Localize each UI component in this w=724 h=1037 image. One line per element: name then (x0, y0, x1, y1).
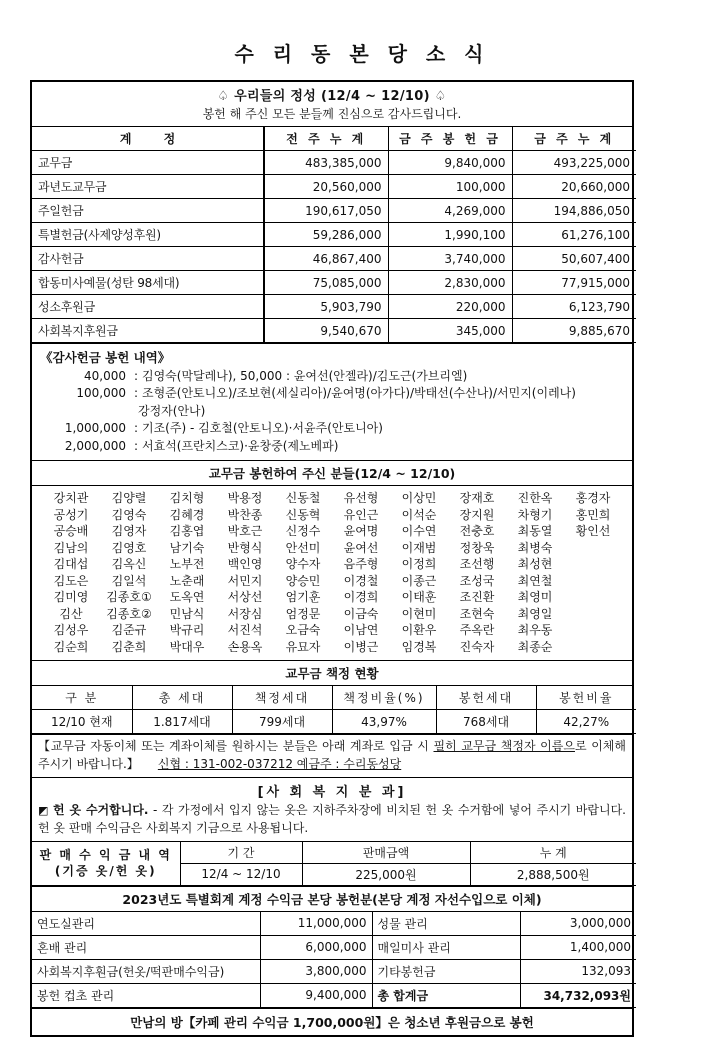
table-row (32, 959, 636, 983)
week-offering: 3,740,000 (388, 247, 512, 271)
sales-table (32, 842, 636, 886)
account-name: 사회복지후원금 (32, 319, 264, 343)
contributor-name: 진숙자 (459, 639, 495, 654)
bank-account-info: 신협 : 131-002-037212 예금주 : 수리동성당 (157, 756, 402, 771)
contributor-name: 서장심 (227, 606, 263, 621)
special-left-label: 사회복지후훤금(헌옷/떡판매수익금) (32, 959, 260, 983)
contributor-name: 이석순 (401, 507, 437, 522)
contributor-name: 도옥연 (169, 590, 205, 605)
col-header-assessed-households: 책정세대 (232, 686, 332, 710)
contributor-name: 이수연 (401, 524, 437, 539)
thanks-donors-continued: 강정자(안나) (138, 403, 206, 418)
special-left-value: 3,800,000 (260, 959, 372, 983)
contributor-name: 김산 (59, 606, 83, 621)
thanks-donors: 기조(주) - 김호철(안토니오)·서윤주(안토니아) (142, 421, 383, 436)
bank-notice-text-a: 【교무금 자동이체 또는 계좌이체를 원하시는 분들은 아래 계좌로 입금 시 (38, 739, 434, 754)
table-row (32, 710, 636, 734)
thanks-detail (32, 344, 632, 460)
thanks-donors: 조형준(안토니오)/조보현(세실리아)/윤여명(아가다)/박태선(수산나)/서민지(이레나) (142, 386, 576, 401)
table-row (32, 223, 636, 247)
contributor-name: 이현미 (401, 606, 437, 621)
contributor-name: 양승민 (285, 573, 321, 588)
contributor-name: 노춘래 (169, 573, 205, 588)
contributor-name: 김치형 (169, 490, 205, 505)
contributor-name: 정창욱 (459, 540, 495, 555)
week-total: 194,886,050 (512, 199, 636, 223)
contributor-name: 신동혁 (285, 507, 321, 522)
week-total: 493,225,000 (512, 151, 636, 175)
sales-label-line1: 판 매 수 익 금 내 역 (39, 848, 172, 863)
contributor-name: 이금숙 (343, 606, 379, 621)
contributor-name: 박찬종 (227, 507, 263, 522)
contributors-row (42, 540, 622, 557)
contributor-name: 신동철 (285, 490, 321, 505)
contributor-name: 김종호② (106, 606, 152, 621)
contributor-name: 조성국 (459, 573, 495, 588)
contributors-row (42, 490, 622, 507)
contributors-row (42, 589, 622, 606)
table-row (32, 295, 636, 319)
contributor-name: 반형식 (227, 540, 263, 555)
contributor-name: 이정희 (401, 557, 437, 572)
offering-table-band (32, 127, 632, 344)
contributor-name: 임경복 (401, 639, 437, 654)
contributor-name: 박용정 (227, 490, 263, 505)
contributor-name: 최종순 (517, 639, 553, 654)
contributor-name: 진한옥 (517, 490, 553, 505)
contributors-caption: 교무금 봉헌하여 주신 분들(12/4 ~ 12/10) (32, 461, 632, 486)
contributor-name: 이경희 (343, 590, 379, 605)
thanks-amount: 100,000 (76, 386, 126, 401)
prev-total: 59,286,000 (264, 223, 388, 247)
contributors-row (42, 523, 622, 540)
contributor-name: 김영자 (111, 524, 147, 539)
special-right-label: 총 합계금 (372, 983, 520, 1007)
offering-table-header-row (32, 127, 636, 151)
thanks-colon: : (133, 438, 139, 453)
sales-table-band (32, 842, 632, 887)
table-row (32, 912, 636, 936)
contributor-name: 김순희 (53, 639, 89, 654)
contributor-name (564, 573, 622, 590)
welfare-band (32, 778, 632, 842)
col-header-total-households: 총 세대 (132, 686, 232, 710)
contributor-name: 김미영 (53, 590, 89, 605)
week-total: 6,123,790 (512, 295, 636, 319)
col-header-account: 계 정 (32, 127, 264, 151)
contributor-name: 서민지 (227, 573, 263, 588)
page-title: 수 리 동 본 당 소 식 (234, 42, 490, 66)
contributors-row (42, 622, 622, 639)
contributor-name: 최연철 (517, 573, 553, 588)
contributor-name: 윤여선 (343, 540, 379, 555)
offering-header (32, 82, 632, 126)
assessment-assessed-households: 799세대 (232, 710, 332, 734)
assessment-table (32, 686, 636, 734)
special-left-value: 9,400,000 (260, 983, 372, 1007)
contributor-name: 이종근 (401, 573, 437, 588)
sales-header-row (32, 842, 636, 864)
contributor-name: 이환우 (401, 623, 437, 638)
sales-label-cell (32, 842, 180, 886)
thanks-amount: 2,000,000 (64, 438, 126, 453)
week-offering: 100,000 (388, 175, 512, 199)
col-header-prev-total: 전 주 누 계 (264, 127, 388, 151)
special-right-value: 132,093 (520, 959, 636, 983)
special-account-caption: 2023년도 특별회계 계정 수익금 본당 봉헌분(본당 계정 자선수입으로 이체) (32, 887, 632, 912)
contributor-name: 이재범 (401, 540, 437, 555)
prev-total: 483,385,000 (264, 151, 388, 175)
contributor-name (564, 639, 622, 656)
contributor-name: 장재호 (459, 490, 495, 505)
offering-table (32, 127, 636, 343)
contributor-name: 조진환 (459, 590, 495, 605)
contributor-name: 박대우 (169, 639, 205, 654)
thanks-detail-heading: 《감사헌금 봉헌 내역》 (40, 350, 171, 365)
welfare-headline: 헌 옷 수거합니다. (52, 803, 149, 818)
week-total: 77,915,000 (512, 271, 636, 295)
contributor-name: 손용옥 (227, 639, 263, 654)
contributors-name-table (42, 490, 622, 655)
contributor-name: 서진석 (227, 623, 263, 638)
contributor-name: 이상민 (401, 490, 437, 505)
list-item (40, 368, 626, 385)
table-row (32, 151, 636, 175)
contributor-name: 황인선 (575, 524, 611, 539)
account-name: 주일헌금 (32, 199, 264, 223)
contributor-name: 유묘자 (285, 639, 321, 654)
account-name: 교무금 (32, 151, 264, 175)
table-row (32, 319, 636, 343)
special-left-label: 혼배 관리 (32, 935, 260, 959)
special-left-value: 6,000,000 (260, 935, 372, 959)
contributor-name: 김도은 (53, 573, 89, 588)
offering-header-band (32, 82, 632, 127)
week-total: 50,607,400 (512, 247, 636, 271)
contributor-name: 서상선 (227, 590, 263, 605)
contributor-name: 박호근 (227, 524, 263, 539)
thanks-donors: 김영숙(막달레나), 50,000 : 윤여선(안젤라)/김도근(가브리엘) (142, 369, 468, 383)
bank-notice (32, 735, 632, 777)
contributor-name: 오금숙 (285, 623, 321, 638)
assessment-offering-households: 768세대 (436, 710, 536, 734)
contributors-row (42, 507, 622, 524)
list-item (40, 420, 626, 437)
special-account-footer: 만남의 방【카페 관리 수익금 1,700,000원】은 청소년 후원금으로 봉헌 (32, 1008, 632, 1035)
contributor-name: 홍민희 (575, 507, 611, 522)
bulletin-main-frame (30, 80, 634, 1037)
col-header-offering-rate: 봉헌비율 (536, 686, 636, 710)
contributor-name: 박규리 (169, 623, 205, 638)
contributor-name: 윤여명 (343, 524, 379, 539)
account-name: 과년도교무금 (32, 175, 264, 199)
col-header-division: 구 분 (32, 686, 132, 710)
contributor-name: 남기숙 (169, 540, 205, 555)
assessment-band (32, 661, 632, 735)
contributor-name: 유선형 (343, 490, 379, 505)
contributor-name: 음주형 (343, 557, 379, 572)
contributor-name: 공성기 (53, 507, 89, 522)
contributor-name: 최병숙 (517, 540, 553, 555)
special-right-value: 34,732,093원 (520, 983, 636, 1007)
special-left-value: 11,000,000 (260, 912, 372, 936)
contributor-name: 조선행 (459, 557, 495, 572)
contributor-name (564, 540, 622, 557)
contributor-name: 신정수 (285, 524, 321, 539)
week-total: 61,276,100 (512, 223, 636, 247)
week-offering: 9,840,000 (388, 151, 512, 175)
contributors-row (42, 606, 622, 623)
contributor-name: 안선미 (285, 540, 321, 555)
col-header-assessed-rate: 책정비율(%) (332, 686, 436, 710)
contributor-name: 주옥란 (459, 623, 495, 638)
table-row (32, 175, 636, 199)
bank-notice-text-c: 로 이체해 주시기 바랍니다.】 (38, 739, 626, 771)
contributor-name: 유인근 (343, 507, 379, 522)
contributor-name: 김춘희 (111, 639, 147, 654)
contributor-name: 공승배 (53, 524, 89, 539)
thanks-colon: : (133, 421, 139, 436)
contributor-name: 노부전 (169, 557, 205, 572)
special-left-label: 연도실관리 (32, 912, 260, 936)
prev-total: 20,560,000 (264, 175, 388, 199)
col-header-week-total: 금 주 누 계 (512, 127, 636, 151)
thanks-detail-band (32, 344, 632, 461)
week-offering: 220,000 (388, 295, 512, 319)
contributor-name: 김옥신 (111, 557, 147, 572)
contributor-name: 김홍엽 (169, 524, 205, 539)
week-offering: 345,000 (388, 319, 512, 343)
contributor-name (564, 622, 622, 639)
week-offering: 4,269,000 (388, 199, 512, 223)
contributors-row (42, 556, 622, 573)
contributor-name: 이병근 (343, 639, 379, 654)
special-right-label: 기타봉헌금 (372, 959, 520, 983)
thanks-amount: 40,000 (84, 369, 126, 383)
week-offering: 2,830,000 (388, 271, 512, 295)
prev-total: 46,867,400 (264, 247, 388, 271)
welfare-text: - 각 가정에서 입지 않는 옷은 지하주차장에 비치된 헌 옷 수거함에 넣어 주시기 바랍니다. 헌 옷 판매 수익금은 사회복지 기금으로 사용됩니다. (38, 803, 626, 835)
contributor-name: 김영숙 (111, 507, 147, 522)
contributor-name: 최성현 (517, 557, 553, 572)
contributor-name: 엄기훈 (285, 590, 321, 605)
contributor-name: 최동열 (517, 524, 553, 539)
bank-notice-text-b: 필히 교무금 책정자 이름으 (433, 739, 575, 754)
sales-amount-value: 225,000원 (302, 863, 470, 885)
contributor-name: 김준규 (111, 623, 147, 638)
offering-subheading: 봉헌 해 주신 모든 분들께 진심으로 감사드립니다. (202, 107, 462, 121)
contributors-row (42, 573, 622, 590)
contributors-band (32, 461, 632, 661)
prev-total: 190,617,050 (264, 199, 388, 223)
welfare-section-title: [사 회 복 지 분 과] (257, 785, 407, 801)
square-bullet-icon: ◩ (38, 804, 49, 818)
special-account-band (32, 887, 632, 1035)
assessment-offering-rate: 42,27% (536, 710, 636, 734)
special-account-table (32, 912, 636, 1008)
contributor-name: 홍경자 (575, 490, 611, 505)
welfare-body (32, 802, 632, 841)
contributor-name: 김남의 (53, 540, 89, 555)
assessment-assessed-rate: 43,97% (332, 710, 436, 734)
col-header-period: 기 간 (180, 842, 302, 864)
account-name: 감사헌금 (32, 247, 264, 271)
contributor-name: 전충호 (459, 524, 495, 539)
week-offering: 1,990,100 (388, 223, 512, 247)
contributor-name (564, 556, 622, 573)
col-header-cumulative: 누 계 (470, 842, 636, 864)
table-row (32, 247, 636, 271)
sales-period-value: 12/4 ~ 12/10 (180, 863, 302, 885)
account-name: 합동미사예물(성탄 98세대) (32, 271, 264, 295)
prev-total: 9,540,670 (264, 319, 388, 343)
contributor-name (564, 589, 622, 606)
week-total: 9,885,670 (512, 319, 636, 343)
contributor-name: 김영호 (111, 540, 147, 555)
assessment-header-row (32, 686, 636, 710)
contributor-name: 김일석 (111, 573, 147, 588)
thanks-colon: : (133, 369, 139, 383)
assessment-date: 12/10 현재 (32, 710, 132, 734)
sales-cumulative-value: 2,888,500원 (470, 863, 636, 885)
list-item (40, 438, 626, 455)
special-left-label: 봉헌 컵초 관리 (32, 983, 260, 1007)
prev-total: 75,085,000 (264, 271, 388, 295)
contributor-name: 최우동 (517, 623, 553, 638)
assessment-total-households: 1.817세대 (132, 710, 232, 734)
offering-heading: ♤ 우리들의 정성 (12/4 ~ 12/10) ♤ (217, 89, 447, 104)
contributor-name: 김종호① (106, 590, 152, 605)
col-header-sales-amount: 판매금액 (302, 842, 470, 864)
contributor-name: 김대섭 (53, 557, 89, 572)
contributor-name: 엄정문 (285, 606, 321, 621)
special-right-value: 1,400,000 (520, 935, 636, 959)
contributor-name: 양수자 (285, 557, 321, 572)
table-row (32, 271, 636, 295)
bank-notice-band (32, 735, 632, 778)
special-right-label: 매일미사 관리 (372, 935, 520, 959)
prev-total: 5,903,790 (264, 295, 388, 319)
list-item (40, 385, 626, 402)
contributor-name: 백인영 (227, 557, 263, 572)
special-right-label: 성물 관리 (372, 912, 520, 936)
sales-label-line2: (기증 옷/헌 옷) (54, 864, 157, 879)
col-header-offering-households: 봉헌세대 (436, 686, 536, 710)
thanks-colon: : (133, 386, 139, 401)
contributor-name: 이남연 (343, 623, 379, 638)
table-row (32, 983, 636, 1007)
thanks-amount: 1,000,000 (64, 421, 126, 436)
contributor-name: 김양렬 (111, 490, 147, 505)
assessment-caption: 교무금 책정 현황 (32, 661, 632, 686)
contributors-row (42, 639, 622, 656)
account-name: 특별헌금(사제양성후원) (32, 223, 264, 247)
contributor-name: 이경철 (343, 573, 379, 588)
account-name: 성소후원금 (32, 295, 264, 319)
special-right-value: 3,000,000 (520, 912, 636, 936)
contributor-name: 김혜경 (169, 507, 205, 522)
contributor-name: 강치관 (53, 490, 89, 505)
table-row (32, 935, 636, 959)
contributor-name: 민남식 (169, 606, 205, 621)
contributor-name: 조현숙 (459, 606, 495, 621)
week-total: 20,660,000 (512, 175, 636, 199)
thanks-donors: 서효석(프란치스코)·윤창중(제노베파) (142, 438, 339, 453)
contributor-name (564, 606, 622, 623)
contributor-name: 최영일 (517, 606, 553, 621)
contributor-name: 장지원 (459, 507, 495, 522)
contributor-name: 최영미 (517, 590, 553, 605)
contributors-grid (32, 486, 632, 660)
contributor-name: 차형기 (517, 507, 553, 522)
contributor-name: 이태훈 (401, 590, 437, 605)
col-header-week-offering: 금 주 봉 헌 금 (388, 127, 512, 151)
contributor-name: 김성우 (53, 623, 89, 638)
table-row (32, 199, 636, 223)
